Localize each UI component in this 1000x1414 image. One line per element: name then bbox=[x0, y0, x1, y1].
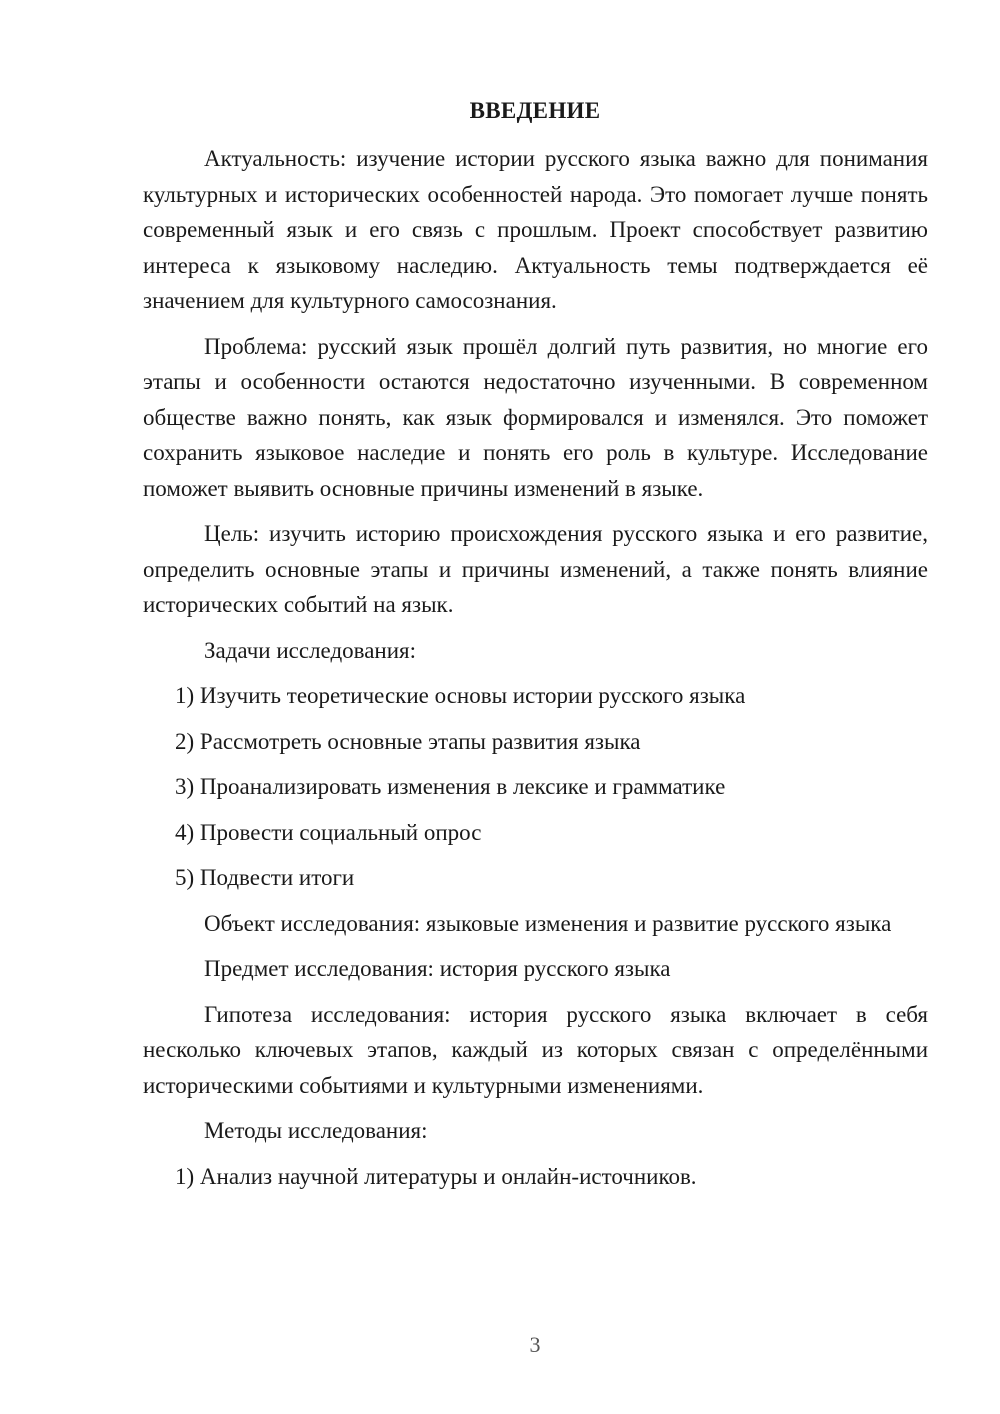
relevance-paragraph: Актуальность: изучение истории русского языка важно для понимания культурных и исторических особенностей народа. Это помогает лучше понять современный язык и его связь с прошлым. Проект способствует развитию интереса к языковому наследию. Актуальность темы подтверждается её значением для культурного самосознания. bbox=[143, 146, 928, 313]
goal-paragraph: Цель: изучить историю происхождения русского языка и его развитие, определить основные этапы и причины изменений, а также понять влияние исторических событий на язык. bbox=[143, 521, 928, 617]
problem-paragraph: Проблема: русский язык прошёл долгий путь развития, но многие его этапы и особенности остаются недостаточно изученными. В современном обществе важно понять, как язык формировался и изменялся. Это поможет сохранить языковое наследие и понять его роль в культуре. Исследование поможет выявить основные причины изменений в языке. bbox=[143, 333, 928, 501]
task-item: 1) Изучить теоретические основы истории русского языка bbox=[175, 683, 746, 708]
methods-heading: Методы исследования: bbox=[204, 1118, 428, 1143]
page-title: ВВЕДЕНИЕ bbox=[469, 98, 601, 123]
tasks-heading: Задачи исследования: bbox=[204, 637, 417, 663]
task-item: 3) Проанализировать изменения в лексике и грамматике bbox=[175, 774, 726, 799]
task-item: 4) Провести социальный опрос bbox=[175, 819, 482, 845]
subject-paragraph: Предмет исследования: история русского языка bbox=[204, 956, 671, 981]
object-paragraph: Объект исследования: языковые изменения и развитие русского языка bbox=[204, 910, 892, 936]
tasks-list bbox=[143, 678, 928, 896]
hypothesis-paragraph: Гипотеза исследования: история русского языка включает в себя несколько ключевых этапов, каждый из которых связан с определёнными историческими событиями и культурными изменениями. bbox=[143, 1001, 928, 1098]
task-item: 2) Рассмотреть основные этапы развития языка bbox=[175, 728, 641, 754]
methods-list bbox=[143, 1159, 928, 1195]
method-item: 1) Анализ научной литературы и онлайн-источников. bbox=[175, 1163, 697, 1189]
body-text bbox=[143, 141, 928, 1204]
task-item: 5) Подвести итоги bbox=[175, 865, 355, 890]
page-number: 3 bbox=[529, 1332, 541, 1357]
